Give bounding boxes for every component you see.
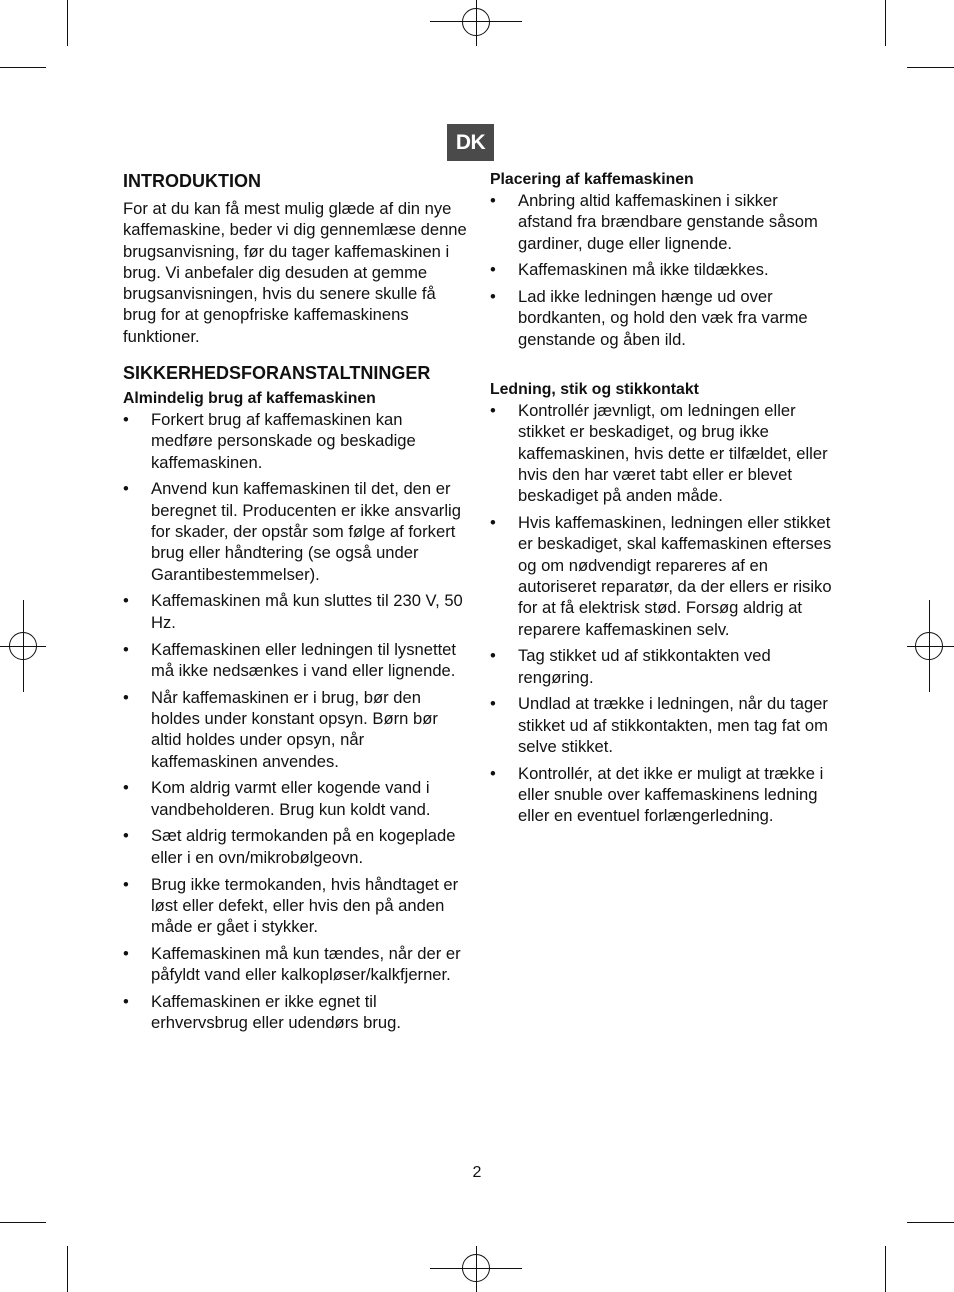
crop-mark xyxy=(0,67,46,68)
list-item: • Forkert brug af kaffemaskinen kan medføre personskade og beskadige kaffemaskinen. xyxy=(123,410,416,472)
bullet-icon: • xyxy=(490,287,496,307)
bullet-icon: • xyxy=(123,992,129,1011)
registration-circle xyxy=(915,632,943,660)
list-item: • Hvis kaffemaskinen, ledningen eller stikket er beskadiget, skal kaffemaskinen efterses og om nødvendigt repareres af en autoriseret reparatør, da der ellers er risiko for at få elektrisk stød. Forsøg aldrig at reparere kaffemaskinen selv. xyxy=(490,513,832,639)
bullet-icon: • xyxy=(123,410,129,430)
bullet-icon: • xyxy=(490,694,496,714)
intro-heading: INTRODUKTION xyxy=(123,171,261,191)
registration-circle xyxy=(9,632,37,660)
bullet-icon: • xyxy=(123,591,129,611)
crop-mark xyxy=(0,1222,46,1223)
registration-circle xyxy=(462,1254,490,1282)
language-badge: DK xyxy=(447,124,494,161)
general-use-subheading: Almindelig brug af kaffemaskinen xyxy=(123,390,376,408)
left-column xyxy=(123,170,468,1039)
bullet-icon: • xyxy=(123,826,129,846)
registration-circle xyxy=(462,8,490,36)
bullet-icon: • xyxy=(123,874,129,894)
bullet-icon: • xyxy=(123,943,129,963)
list-item: • Kaffemaskinen må ikke tildækkes. xyxy=(490,260,769,280)
bullet-icon: • xyxy=(123,687,129,707)
list-item: • Kaffemaskinen er ikke egnet til erhvervsbrug eller udendørs brug. xyxy=(123,992,401,1033)
bullet-icon: • xyxy=(490,401,496,421)
list-item: • Kontrollér jævnligt, om ledningen eller stikket er beskadiget, og brug ikke kaffemaskinen, hvis dette er tilfældet, eller hvis den har været tabt eller er blevet beskadiget på anden måde. xyxy=(490,401,828,506)
cord-list xyxy=(490,400,835,827)
list-item: • Kaffemaskinen eller ledningen til lysnettet må ikke nedsænkes i vand eller lignende. xyxy=(123,639,457,680)
crop-mark xyxy=(885,0,886,46)
cord-subheading: Ledning, stik og stikkontakt xyxy=(490,381,699,399)
right-column xyxy=(490,170,835,832)
bullet-icon: • xyxy=(490,513,496,533)
list-item: • Kaffemaskinen må kun sluttes til 230 V, 50 Hz. xyxy=(123,591,463,632)
general-use-list xyxy=(123,409,468,1034)
page-number: 2 xyxy=(472,1164,482,1181)
list-item: • Kontrollér, at det ikke er muligt at trække i eller snuble over kaffemaskinens ledning eller en eventuel forlængerledning. xyxy=(490,763,824,826)
list-item: • Undlad at trække i ledningen, når du tager stikket ud af stikkontakten, men tag fat om selve stikket. xyxy=(490,694,828,757)
bullet-icon: • xyxy=(123,479,129,499)
list-item: • Sæt aldrig termokanden på en kogeplade eller i en ovn/mikrobølgeovn. xyxy=(123,826,456,867)
list-item: • Anvend kun kaffemaskinen til det, den er beregnet til. Producenten er ikke ansvarlig for skader, der opstår som følge af forkert brug eller håndtering (se også under Garantibestemmelser). xyxy=(123,479,461,584)
crop-mark xyxy=(67,0,68,46)
bullet-icon: • xyxy=(490,763,496,783)
list-item: • Lad ikke ledningen hænge ud over bordkanten, og hold den væk fra varme genstande og åben ild. xyxy=(490,287,808,349)
crop-mark xyxy=(907,67,954,68)
list-item: • Når kaffemaskinen er i brug, bør den holdes under konstant opsyn. Børn bør altid holdes under opsyn, når kaffemaskinen anvendes. xyxy=(123,687,438,771)
safety-heading: SIKKERHEDSFORANSTALTNINGER xyxy=(123,363,431,384)
placement-list xyxy=(490,190,835,350)
list-item: • Kaffemaskinen må kun tændes, når der er påfyldt vand eller kalkopløser/kalkfjerner. xyxy=(123,943,461,985)
bullet-icon: • xyxy=(490,260,496,280)
crop-mark xyxy=(885,1246,886,1292)
list-item: • Kom aldrig varmt eller kogende vand i vandbeholderen. Brug kun koldt vand. xyxy=(123,778,431,819)
list-item: • Brug ikke termokanden, hvis håndtaget er løst eller defekt, eller hvis den på anden måde er gået i stykker. xyxy=(123,874,459,937)
placement-subheading: Placering af kaffemaskinen xyxy=(490,171,694,188)
bullet-icon: • xyxy=(123,639,129,659)
bullet-icon: • xyxy=(490,646,496,666)
crop-mark xyxy=(67,1246,68,1292)
bullet-icon: • xyxy=(490,191,496,210)
crop-mark xyxy=(907,1222,954,1223)
bullet-icon: • xyxy=(123,778,129,798)
list-item: • Anbring altid kaffemaskinen i sikker afstand fra brændbare genstande såsom gardiner, duge eller lignende. xyxy=(490,191,818,253)
intro-text: For at du kan få mest mulig glæde af din nye kaffemaskine, beder vi dig gennemlæse denne brugsanvisning, før du tager kaffemaskinen i brug. Vi anbefaler dig desuden at gemme brugsanvisningen, hvis du senere skulle få brug for at genopfriske kaffemaskinens funktioner. xyxy=(123,199,467,346)
list-item: • Tag stikket ud af stikkontakten ved rengøring. xyxy=(490,646,771,687)
